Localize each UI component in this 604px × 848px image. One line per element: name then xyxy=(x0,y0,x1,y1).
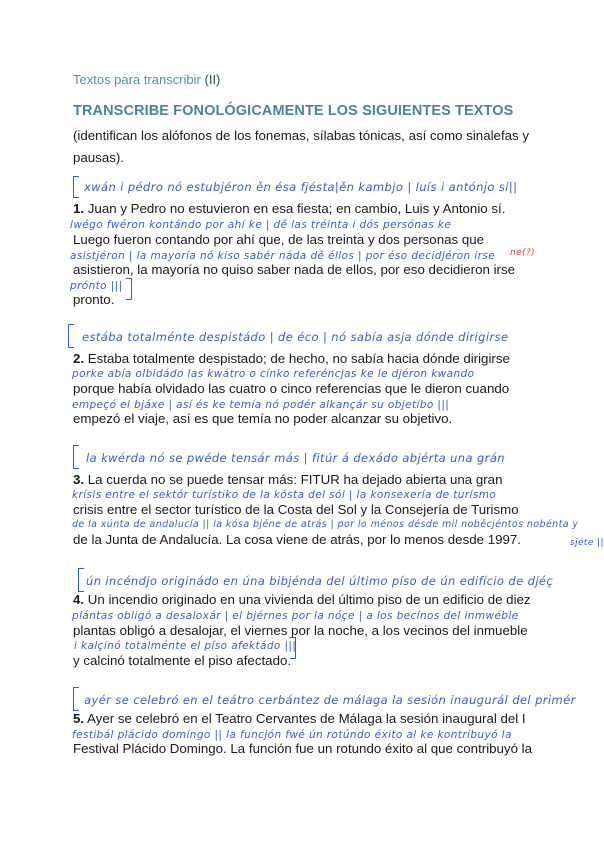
transcription-line: festibál plácido domíngo || la funcjón fwé ún rotúndo éxito al ke kontribuyó la xyxy=(72,729,512,741)
header-prefix: Textos para transcribir xyxy=(73,72,205,87)
transcription-line: la kwérda nó se pwéde tensár más | fitúr á dexádo abjérta una grán xyxy=(86,451,505,465)
page-header xyxy=(73,72,220,87)
exercise-text-line: de la Junta de Andalucía. La cosa viene de atrás, por lo menos desde 1997. xyxy=(73,532,521,547)
exercise-number: 2. xyxy=(73,351,85,366)
transcription-line: krísis entre el sektór turístiko de la kósta del sól | la konsexería de turísmo xyxy=(72,489,497,501)
exercise-text-line: 1. Juan y Pedro no estuvieron en esa fiesta; en cambio, Luis y Antonio sí. xyxy=(73,201,506,216)
exercise-text-line: 4. Un incendio originado en una vivienda del último piso de un edificio de diez xyxy=(73,592,531,607)
exercise-number: 1. xyxy=(73,201,85,216)
page-title: TRANSCRIBE FONOLÓGICAMENTE LOS SIGUIENTES TEXTOS xyxy=(73,103,514,119)
transcription-line: ún incéndjo originádo en úna bibjénda del último píso de ún edifício de djéç xyxy=(86,574,554,588)
exercise-text-line: asistieron, la mayoría no quiso saber nada de ellos, por eso decidieron irse xyxy=(73,262,516,277)
exercise-text-line: empezó el viaje, así es que temía no poder alcanzar su objetivo. xyxy=(73,411,453,426)
exercise-text-line: Festival Plácido Domingo. La función fue un rotundo éxito al que contribuyó la xyxy=(73,741,533,756)
exercise-text-line: crisis entre el sector turístico de la Costa del Sol y la Consejería de Turismo xyxy=(73,502,519,517)
exercise-text-line: 5. Ayer se celebró en el Teatro Cervantes de Málaga la sesión inaugural del I xyxy=(73,711,526,726)
margin-note: sjéte || xyxy=(570,538,604,548)
bracket-open-icon xyxy=(78,568,84,592)
bracket-open-icon xyxy=(68,324,74,348)
transcription-line: lwégo fwéron kontándo por ahí ke | dě las tréinta i dós persónas ke xyxy=(70,219,452,231)
bracket-open-icon xyxy=(73,176,79,198)
exercise-text-line: pronto. xyxy=(73,292,115,307)
exercise-text-line: 3. La cuerda no se puede tensar más: FITUR ha dejado abierta una gran xyxy=(73,472,503,487)
header-suffix: (II) xyxy=(204,72,221,87)
transcription-line: estába totalménte despistádo | de éco | nó sabía asja dónde dirigirse xyxy=(82,330,509,344)
transcription-line: ayér se celebró en el teátro cerbántez de málaga la sesión inaugurál del primér xyxy=(84,693,576,707)
exercise-number: 3. xyxy=(73,472,85,487)
transcription-line: plántas obligó a desaloxár | el bjérnes por la nóçe | a los becínos del inmwéble xyxy=(72,610,519,622)
page-subtitle: (identifican los alófonos de los fonemas, sílabas tónicas, así como sinalefas y pausas). xyxy=(73,128,530,165)
margin-note: ne(?) xyxy=(510,248,536,258)
exercise-number: 5. xyxy=(73,711,85,726)
transcription-line: empeçó el bjáxe | así és ke temía nó podér alkançár su objetíbo ||| xyxy=(72,399,450,411)
exercise-text-line: y calcinó totalmente el piso afectado. xyxy=(73,653,292,668)
transcription-line: i kalçinó totalménte el píso afektádo ||| xyxy=(74,640,297,652)
exercise-text-line: Luego fueron contando por ahí que, de las treinta y dos personas que xyxy=(73,232,485,247)
exercise-text-line: plantas obligó a desalojar, el viernes por la noche, a los vecinos del inmueble xyxy=(73,623,528,638)
transcription-line: porke abía olbidádo las kwátro o cínko referéncjas ke le djéron kwando xyxy=(72,368,475,380)
bracket-open-icon xyxy=(73,687,79,711)
exercise-text-line: 2. Estaba totalmente despistado; de hecho, no sabía hacia dónde dirigirse xyxy=(73,351,510,366)
transcription-line: asistjéron | la mayoría nó kiso sabér náda dě éllos | por éso decidjéron irse xyxy=(70,250,496,262)
bracket-open-icon xyxy=(73,445,79,469)
transcription-line: de la xúnta de andalucía || la kósa bjéne de atrás | por lo ménos désde mil noběcjéntos nobénta y xyxy=(72,519,579,530)
exercise-text-line: porque había olvidado las cuatro o cinco referencias que le dieron cuando xyxy=(73,381,510,396)
transcription-line: xwán i pédro nó estubjéron ěn ésa fjésta|ěn kambjo | luís i antónjo sí|| xyxy=(84,180,518,194)
exercise-number: 4. xyxy=(73,592,85,607)
transcription-line: prónto ||| xyxy=(70,280,123,292)
